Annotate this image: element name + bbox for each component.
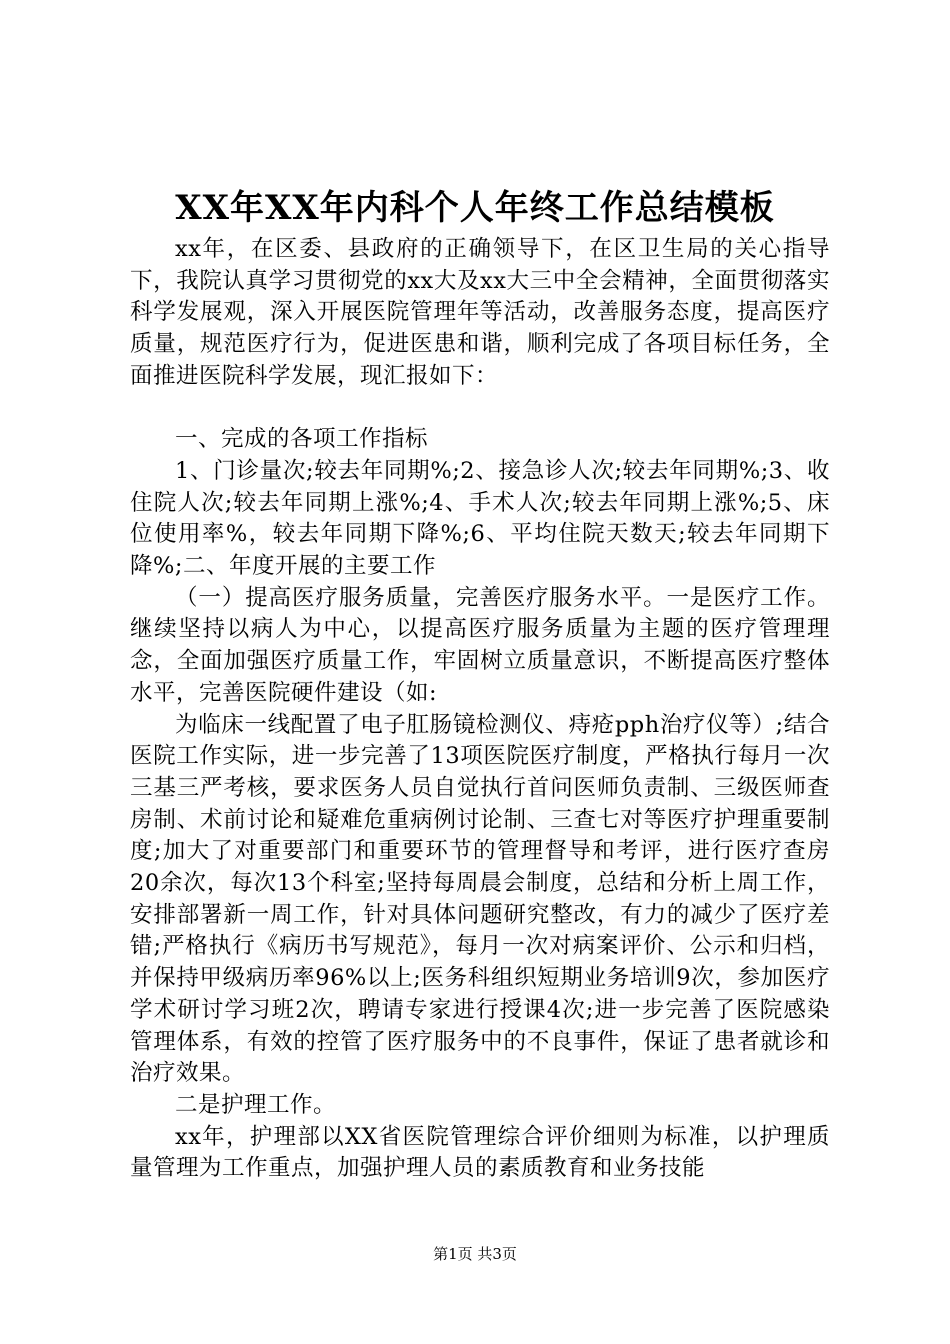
paragraph-nursing: xx年，护理部以XX省医院管理综合评价细则为标准，以护理质量管理为工作重点，加强护理人员的素质教育和业务技能 — [130, 1123, 830, 1182]
paragraph-medical-quality: （一）提高医疗服务质量，完善医疗服务水平。一是医疗工作。继续坚持以病人为中心，以提高医疗服务质量为主题的医疗管理理念，全面加强医疗质量工作，牢固树立质量意识，不断提高医疗整体水平，完善医院硬件建设（如: — [130, 584, 830, 706]
paragraph-indicators: 1、门诊量次;较去年同期%;2、接急诊人次;较去年同期%;3、收住院人次;较去年同期上涨%;4、手术人次;较去年同期上涨%;5、床位使用率%，较去年同期下降%;6、平均住院天数天;较去年同期下降%;二、年度开展的主要工作 — [130, 457, 830, 580]
paragraph-intro: xx年，在区委、县政府的正确领导下，在区卫生局的关心指导下，我院认真学习贯彻党的xx大及xx大三中全会精神，全面贯彻落实科学发展观，深入开展医院管理年等活动，改善服务态度，提高医疗质量，规范医疗行为，促进医患和谐，顺利完成了各项目标任务，全面推进医院科学发展，现汇报如下： — [130, 236, 830, 389]
paragraph-nursing-heading: 二是护理工作。 — [175, 1091, 337, 1118]
paragraph-section-heading: 一、完成的各项工作指标 — [175, 426, 429, 453]
document-body — [130, 234, 830, 1185]
page-number-footer: 第1页 共3页 — [433, 1245, 517, 1263]
document-title: XX年XX年内科个人年终工作总结模板 — [175, 188, 775, 228]
paragraph-medical-details: 为临床一线配置了电子肛肠镜检测仪、痔疮pph治疗仪等）;结合医院工作实际，进一步完善了13项医院医疗制度，严格执行每月一次三基三严考核，要求医务人员自觉执行首问医师负责制、三级医师查房制、术前讨论和疑难危重病例讨论制、三查七对等医疗护理重要制度;加大了对重要部门和重要环节的管理督导和考评，进行医疗查房20余次，每次13个科室;坚持每周晨会制度，总结和分析上周工作，安排部署新一周工作，针对具体问题研究整改，有力的减少了医疗差错;严格执行《病历书写规范》，每月一次对病案评价、公示和归档，并保持甲级病历率96%以上;医务科组织短期业务培训9次，参加医疗学术研讨学习班2次，聘请专家进行授课4次;进一步完善了医院感染管理体系，有效的控管了医疗服务中的不良事件，保证了患者就诊和治疗效果。 — [130, 711, 830, 1087]
